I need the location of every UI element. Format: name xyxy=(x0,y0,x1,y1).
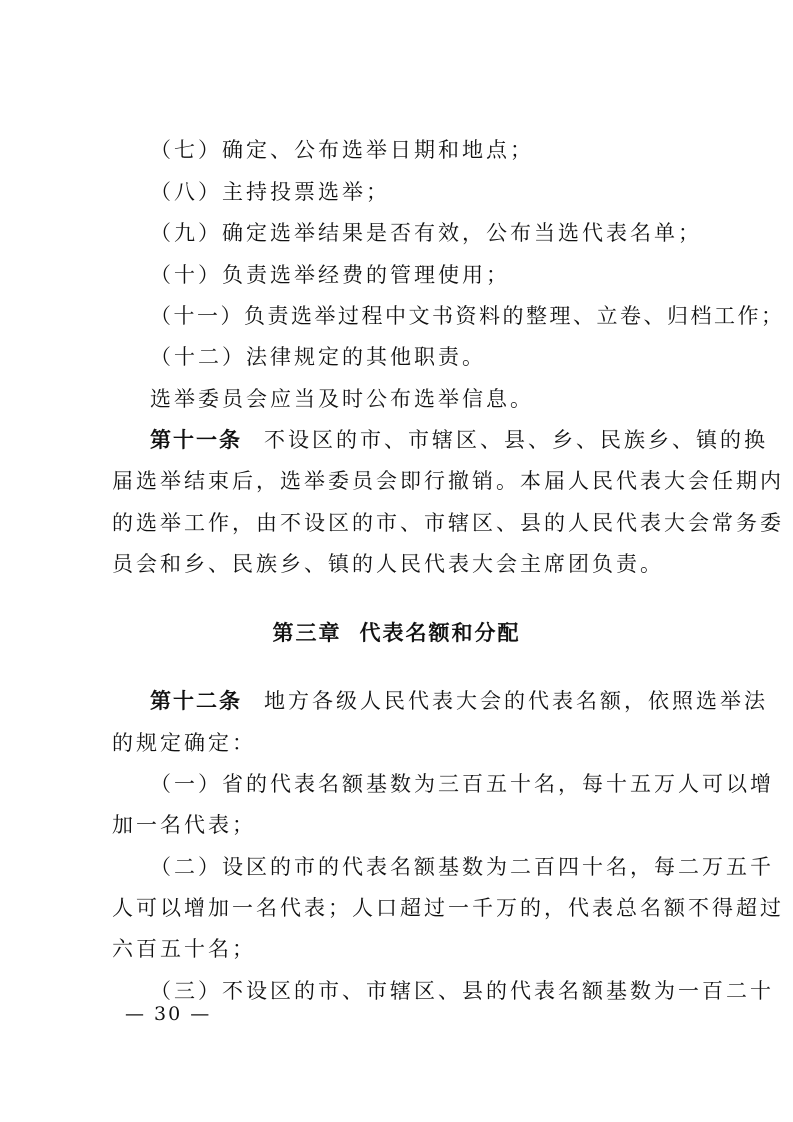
list-item: （十二）法律规定的其他职责。 xyxy=(150,345,486,369)
list-item: （九）确定选举结果是否有效，公布当选代表名单； xyxy=(150,221,702,245)
announcement-text: 选举委员会应当及时公布选举信息。 xyxy=(150,387,534,411)
page-number: — 30 — xyxy=(125,1003,212,1025)
article-11-line: 员会和乡、民族乡、镇的人民代表大会主席团负责。 xyxy=(112,552,664,576)
article-11-line: 的选举工作，由不设区的市、市辖区、县的人民代表大会常务委 xyxy=(112,511,784,535)
clause-line: 六百五十名； xyxy=(112,937,256,961)
list-item: （八）主持投票选举； xyxy=(150,180,390,204)
chapter-title: 代表名额和分配 xyxy=(359,621,521,645)
chapter-number: 第三章 xyxy=(272,621,342,645)
clause-line: 加一名代表； xyxy=(112,813,256,837)
article-11-first-line xyxy=(150,428,768,452)
article-12-text: 地方各级人民代表大会的代表名额，依照选举法 xyxy=(264,689,768,713)
clause-line: （三）不设区的市、市辖区、县的代表名额基数为一百二十 xyxy=(150,979,774,1003)
clause-line: 人可以增加一名代表；人口超过一千万的，代表总名额不得超过 xyxy=(112,896,784,920)
article-12-first-line xyxy=(150,689,768,713)
article-11-line: 届选举结束后，选举委员会即行撤销。本届人民代表大会任期内 xyxy=(112,469,784,493)
clause-line: （二）设区的市的代表名额基数为二百四十名，每二万五千 xyxy=(150,855,774,879)
chapter-heading xyxy=(0,621,793,645)
list-item: （十）负责选举经费的管理使用； xyxy=(150,263,510,287)
article-12-line: 的规定确定： xyxy=(112,731,256,755)
article-12-label: 第十二条 xyxy=(150,689,242,713)
list-item: （七）确定、公布选举日期和地点； xyxy=(150,138,534,162)
list-item: （十一）负责选举过程中文书资料的整理、立卷、归档工作； xyxy=(150,304,785,328)
clause-line: （一）省的代表名额基数为三百五十名，每十五万人可以增 xyxy=(150,772,774,796)
article-11-text: 不设区的市、市辖区、县、乡、民族乡、镇的换 xyxy=(264,428,768,452)
article-11-label: 第十一条 xyxy=(150,428,242,452)
